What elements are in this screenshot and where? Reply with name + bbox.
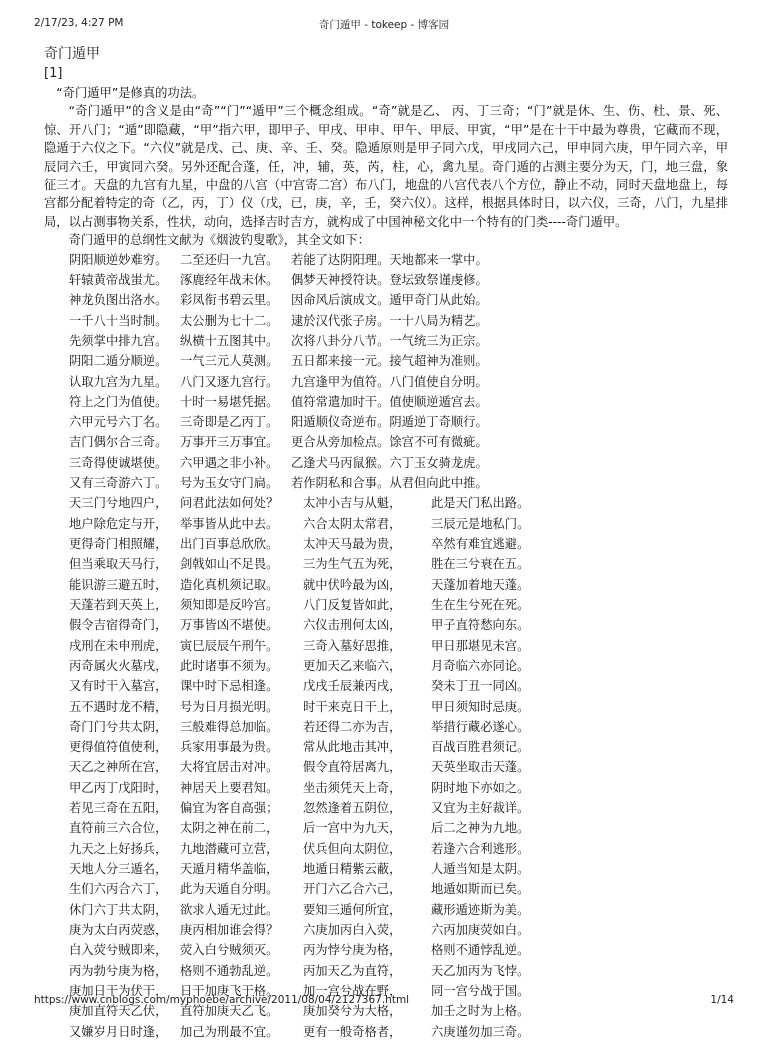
poem-phrase: 甲日那堪见未宫。 <box>431 638 530 653</box>
poem-phrase: 庚丙相加谁会得？ <box>180 922 279 937</box>
poem-phrase: 逮於汉代张子房。一十八局为精艺。 <box>291 313 488 328</box>
poem-phrase: 丙为悖兮庚为格， <box>303 943 402 958</box>
poem-phrase: 甲日须知时忌庚。 <box>431 699 530 714</box>
poem-phrase: 举措行藏必遂心。 <box>431 719 530 734</box>
poem-line <box>44 331 728 351</box>
poem-line <box>44 473 728 493</box>
intro-line: “奇门遁甲”是修真的功法。 <box>56 86 205 100</box>
poem-phrase: 轩辕黄帝战蚩尤。 <box>69 272 168 287</box>
poem-phrase: 地遁如斯而已矣。 <box>431 882 530 897</box>
poem-line <box>44 656 728 676</box>
poem-phrase: 丙加天乙为直符， <box>303 963 402 978</box>
poem-phrase: 戌刑在未申刑虎， <box>69 638 168 653</box>
poem-phrase: 格则不通勃乱逆。 <box>180 963 279 978</box>
poem-phrase: 常从此地击其冲， <box>303 740 402 755</box>
poem-phrase: 更加天乙来临六， <box>303 658 402 673</box>
article <box>44 44 728 1042</box>
poem-line <box>44 534 728 554</box>
poem-phrase: 六丙加庚荧如白。 <box>431 922 530 937</box>
poem-phrase: 五日都来接一元。接气超神为准则。 <box>291 354 488 369</box>
poem-phrase: 癸未丁丑一同凶。 <box>431 679 530 694</box>
poem-phrase: 天遁月精华盖临， <box>180 862 279 877</box>
poem-phrase: 休门六丁共太阴， <box>69 902 168 917</box>
poem-phrase: 但当乘取天马行， <box>69 557 168 572</box>
poem-phrase: 此时诸事不须为。 <box>180 658 279 673</box>
poem-phrase: 天三门兮地四户， <box>69 496 168 511</box>
poem-line <box>44 697 728 717</box>
poem-phrase: 偏宜为客自高强； <box>180 801 279 816</box>
poem-seven-char-section <box>44 250 728 494</box>
poem-phrase: 三奇入墓好思推， <box>303 638 402 653</box>
poem-phrase: 神龙负图出洛水。 <box>69 293 168 308</box>
poem-phrase: 甲子直符愁向东。 <box>431 618 530 633</box>
poem-phrase: 生们六丙合六丁， <box>69 882 168 897</box>
poem-phrase: 庚加日干为伏干， <box>69 983 168 998</box>
poem-line <box>44 737 728 757</box>
poem-line <box>44 900 728 920</box>
poem-phrase: 庚加直符天乙伏， <box>69 1004 168 1019</box>
poem-phrase: 六仪击刑何太凶， <box>303 618 402 633</box>
poem-phrase: 天乙之神所在宫， <box>69 760 168 775</box>
poem-phrase: 涿鹿经年战未休。 <box>180 272 279 287</box>
poem-line <box>44 636 728 656</box>
poem-line <box>44 1022 728 1042</box>
poem-phrase: 庚为太白丙荧惑， <box>69 922 168 937</box>
poem-phrase: 藏形遁迹斯为美。 <box>431 902 530 917</box>
poem-phrase: 格则不通悖乱逆。 <box>431 943 530 958</box>
poem-phrase: 万事开三万事宜。 <box>180 435 279 450</box>
poem-phrase: 纵横十五图其中。 <box>180 333 279 348</box>
poem-line <box>44 290 728 310</box>
poem-phrase: 又嫌岁月日时逢， <box>69 1024 168 1039</box>
poem-phrase: 六甲遇之非小补。 <box>180 455 279 470</box>
poem-phrase: 六庚谨勿加三奇。 <box>431 1024 530 1039</box>
poem-line <box>44 920 728 940</box>
poem-phrase: 二至还归一九宫。 <box>180 252 279 267</box>
poem-phrase: 又宜为主好裁详。 <box>431 801 530 816</box>
poem-line <box>44 778 728 798</box>
poem-line <box>44 879 728 899</box>
poem-phrase: 天英坐取击天蓬。 <box>431 760 530 775</box>
poem-phrase: 阴阳顺逆妙难穷。 <box>69 252 168 267</box>
poem-phrase: 直符加庚天乙飞。 <box>180 1004 279 1019</box>
poem-phrase: 八门反复皆如此， <box>303 597 402 612</box>
poem-line <box>44 757 728 777</box>
poem-phrase: 地遁日精紫云蔽， <box>303 862 402 877</box>
poem-phrase: 吉门偶尔合三奇。 <box>69 435 168 450</box>
poem-phrase: 问君此法如何处？ <box>180 496 279 511</box>
poem-phrase: 万事皆凶不堪使。 <box>180 618 279 633</box>
poem-line <box>44 351 728 371</box>
poem-phrase: 若见三奇在五阳， <box>69 801 168 816</box>
poem-phrase: 课中时下忌相逢。 <box>180 679 279 694</box>
poem-phrase: 加壬之时为上格。 <box>431 1004 530 1019</box>
poem-line <box>44 717 728 737</box>
poem-phrase: 又有时干入墓宫， <box>69 679 168 694</box>
poem-phrase: 丙为勃兮庚为格， <box>69 963 168 978</box>
poem-phrase: 符上之门为值使。 <box>69 394 168 409</box>
poem-phrase: 假令吉宿得奇门， <box>69 618 168 633</box>
poem-phrase: 彩凤衔书碧云里。 <box>180 293 279 308</box>
poem-phrase: 太冲小吉与从魁， <box>303 496 402 511</box>
poem-phrase: 后一宫中为九天， <box>303 821 402 836</box>
poem-intro: 奇门遁甲的总纲性文献为《烟波钓叟歌》，其全文如下： <box>68 233 370 248</box>
poem-line <box>44 372 728 392</box>
poem-phrase: 生在生兮死在死。 <box>431 597 530 612</box>
poem-phrase: 天乙加丙为飞悖。 <box>431 963 530 978</box>
poem-phrase: 若逢六合利逃形。 <box>431 841 530 856</box>
poem-phrase: 三为生气五为死， <box>303 557 402 572</box>
poem-phrase: 一千八十当时制。 <box>69 313 168 328</box>
poem-phrase: 号为日月损光明。 <box>180 699 279 714</box>
poem-phrase: 须知即是反吟宫。 <box>180 597 279 612</box>
poem-phrase: 若作阴私和合事。从君但向此中推。 <box>291 476 488 491</box>
poem-phrase: 丙奇属火火墓戌， <box>69 658 168 673</box>
poem-phrase: 大将宜居击对冲。 <box>180 760 279 775</box>
poem-phrase: 九天之上好扬兵， <box>69 841 168 856</box>
poem-phrase: 坐击须凭天上奇， <box>303 780 402 795</box>
poem-phrase: 白入荧兮贼即来， <box>69 943 168 958</box>
poem-phrase: 偶梦天神授符诀。登坛致祭谨虔修。 <box>291 272 488 287</box>
definition-paragraph: “奇门遁甲”的含义是由“奇”“门”“遁甲”三个概念组成。“奇”就是乙、 丙、丁三奇；“门”就是休、生、伤、杜、景、死、惊、开八门；“遁”即隐藏，“甲”指六甲，即甲子、甲戌、甲申、甲午、甲辰、甲寅，“甲”是在十干中最为尊贵，它藏而不现，隐遁于六仪之下。“六仪”就是戊、己、庚、辛、壬、癸。隐遁原则是甲子同六戊，甲戌同六己，甲申同六庚，甲午同六辛，甲辰同六壬，甲寅同六癸。另外还配合蓬，任，冲，辅，英，芮，柱，心，禽九星。奇门遁的占测主要分为天，门，地三盘，象征三才。天盘的九宫有九星，中盘的八宫（中宫寄二宫）布八门，地盘的八宫代表八个方位，静止不动，同时天盘地盘上，每宫都分配着特定的奇（乙，丙，丁）仪（戊，已，庚，辛，壬，癸六仪）。这样，根据具体时日，以六仪，三奇，八门，九星排局，以占测事物关系，性状，动向，选择吉时吉方，就构成了中国神秘文化中一个特有的门类----奇门遁甲。 <box>44 104 728 229</box>
poem-phrase: 奇门门兮共太阴， <box>69 719 168 734</box>
print-url: https://www.cnblogs.com/myphoebe/archive/2011/08/04/2127367.html <box>34 994 410 1006</box>
poem-phrase: 剑戟如山不足畏。 <box>180 557 279 572</box>
poem-line <box>44 311 728 331</box>
print-datetime: 2/17/23, 4:27 PM <box>34 17 124 29</box>
poem-line <box>44 453 728 473</box>
print-page-number: 1/14 <box>710 994 734 1006</box>
poem-phrase: 三般难得总加临。 <box>180 719 279 734</box>
poem-phrase: 此为天遁自分明。 <box>180 882 279 897</box>
poem-phrase: 三奇即是乙丙丁。 <box>180 415 279 430</box>
poem-phrase: 六庚加丙白入荧， <box>303 922 402 937</box>
poem-phrase: 更得值符值使利， <box>69 740 168 755</box>
print-footer <box>34 994 734 1008</box>
poem-line <box>44 575 728 595</box>
poem-phrase: 三辰元是地私门。 <box>431 516 530 531</box>
poem-phrase: 更有一般奇格者， <box>303 1024 402 1039</box>
poem-phrase: 十时一易堪凭据。 <box>180 394 279 409</box>
poem-line <box>44 250 728 270</box>
poem-phrase: 八门又逐九宫行。 <box>180 374 279 389</box>
intro <box>44 84 728 102</box>
poem-line <box>44 432 728 452</box>
poem-phrase: 五不遇时龙不精， <box>69 699 168 714</box>
article-title: 奇门遁甲 <box>44 46 100 62</box>
poem-phrase: 庚加癸兮为大格， <box>303 1004 402 1019</box>
poem-phrase: 认取九宫为九星。 <box>69 374 168 389</box>
poem-phrase: 伏兵但向太阴位， <box>303 841 402 856</box>
poem-phrase: 甲乙丙丁戊阳时， <box>69 780 168 795</box>
poem-phrase: 神居天上要君知。 <box>180 780 279 795</box>
poem-phrase: 人遁当知是太阴。 <box>431 862 530 877</box>
poem-phrase: 更得奇门相照耀， <box>69 537 168 552</box>
poem-phrase: 更合从旁加检点。馀宫不可有微疵。 <box>291 435 488 450</box>
poem-phrase: 因命风后演成文。遁甲奇门从此始。 <box>291 293 488 308</box>
poem-phrase: 月奇临六亦同论。 <box>431 658 530 673</box>
poem-phrase: 号为玉女守门扃。 <box>180 476 279 491</box>
poem-line <box>44 615 728 635</box>
poem-verse-section <box>44 493 728 1041</box>
poem-phrase: 太阴之神在前二， <box>180 821 279 836</box>
poem-line <box>44 493 728 513</box>
poem-line <box>44 859 728 879</box>
poem-phrase: 直符前三六合位， <box>69 821 168 836</box>
poem-phrase: 又有三奇游六丁。 <box>69 476 168 491</box>
poem-line <box>44 676 728 696</box>
poem-phrase: 九地潜藏可立营， <box>180 841 279 856</box>
poem-phrase: 兵家用事最为贵。 <box>180 740 279 755</box>
poem-phrase: 九宫逢甲为值符。八门值使自分明。 <box>291 374 488 389</box>
poem-phrase: 造化真机须记取。 <box>180 577 279 592</box>
poem-phrase: 就中伏吟最为凶， <box>303 577 402 592</box>
poem-phrase: 百战百胜君须记。 <box>431 740 530 755</box>
poem-line <box>44 514 728 534</box>
poem-phrase: 出门百事总欣欣。 <box>180 537 279 552</box>
poem-line <box>44 554 728 574</box>
poem-phrase: 加一宫兮战在野， <box>303 983 402 998</box>
poem-phrase: 若能了达阴阳理。天地都来一掌中。 <box>291 252 488 267</box>
poem-phrase: 值符常遣加时干。值使顺逆遁宫去。 <box>291 394 488 409</box>
poem-phrase: 荧入白兮贼须灭。 <box>180 943 279 958</box>
poem-phrase: 胜在三兮衰在五。 <box>431 557 530 572</box>
poem-phrase: 能识游三避五时， <box>69 577 168 592</box>
poem-phrase: 阳遁顺仪奇逆布。阴遁逆丁奇顺行。 <box>291 415 488 430</box>
poem-phrase: 卒然有难宜逃避。 <box>431 537 530 552</box>
poem-line <box>44 940 728 960</box>
poem-phrase: 六甲元号六丁名。 <box>69 415 168 430</box>
poem-phrase: 戊戌壬辰兼丙戌， <box>303 679 402 694</box>
poem-line <box>44 798 728 818</box>
poem-line <box>44 392 728 412</box>
poem-phrase: 欲求人遁无过此。 <box>180 902 279 917</box>
poem-phrase: 三奇得使诚堪使。 <box>69 455 168 470</box>
poem-phrase: 天蓬若到天英上， <box>69 597 168 612</box>
poem-phrase: 阴阳二遁分顺逆。 <box>69 354 168 369</box>
poem-line <box>44 839 728 859</box>
poem-phrase: 日干加庚飞干格。 <box>180 983 279 998</box>
poem-phrase: 次将八卦分八节。一气统三为正宗。 <box>291 333 488 348</box>
poem-phrase: 加己为刑最不宜。 <box>180 1024 279 1039</box>
print-header <box>34 17 734 31</box>
poem-phrase: 时干来克日干上， <box>303 699 402 714</box>
poem-phrase: 此是天门私出路。 <box>431 496 530 511</box>
poem-phrase: 要知三遁何所宜， <box>303 902 402 917</box>
footnote-reference[interactable]: [1] <box>44 66 63 81</box>
print-page-title: 奇门遁甲 - tokeep - 博客园 <box>318 19 450 31</box>
poem-phrase: 同一宫兮战于国。 <box>431 983 530 998</box>
poem-phrase: 举事皆从此中去。 <box>180 516 279 531</box>
poem-phrase: 一气三元人莫测。 <box>180 354 279 369</box>
poem-line <box>44 412 728 432</box>
poem-phrase: 太公删为七十二。 <box>180 313 279 328</box>
poem-phrase: 六合太阴太常君， <box>303 516 402 531</box>
poem-phrase: 太冲天马最为贵， <box>303 537 402 552</box>
poem-phrase: 后二之神为九地。 <box>431 821 530 836</box>
poem-phrase: 寅巳辰辰午刑午。 <box>180 638 279 653</box>
poem-phrase: 阴时地下亦如之。 <box>431 780 530 795</box>
poem-line <box>44 818 728 838</box>
poem-line <box>44 595 728 615</box>
poem-phrase: 乙逢犬马丙鼠猴。六丁玉女骑龙虎。 <box>291 455 488 470</box>
poem-phrase: 开门六乙合六己， <box>303 882 402 897</box>
poem-phrase: 地户除危定与开， <box>69 516 168 531</box>
poem-phrase: 假令直符居离九， <box>303 760 402 775</box>
poem-line <box>44 270 728 290</box>
poem-line <box>44 961 728 981</box>
poem-phrase: 天蓬加着地天蓬。 <box>431 577 530 592</box>
poem-phrase: 忽然逢着五阴位， <box>303 801 402 816</box>
poem-phrase: 若还得二亦为吉， <box>303 719 402 734</box>
poem-phrase: 先须掌中排九宫。 <box>69 333 168 348</box>
poem-phrase: 天地人分三遁名， <box>69 862 168 877</box>
